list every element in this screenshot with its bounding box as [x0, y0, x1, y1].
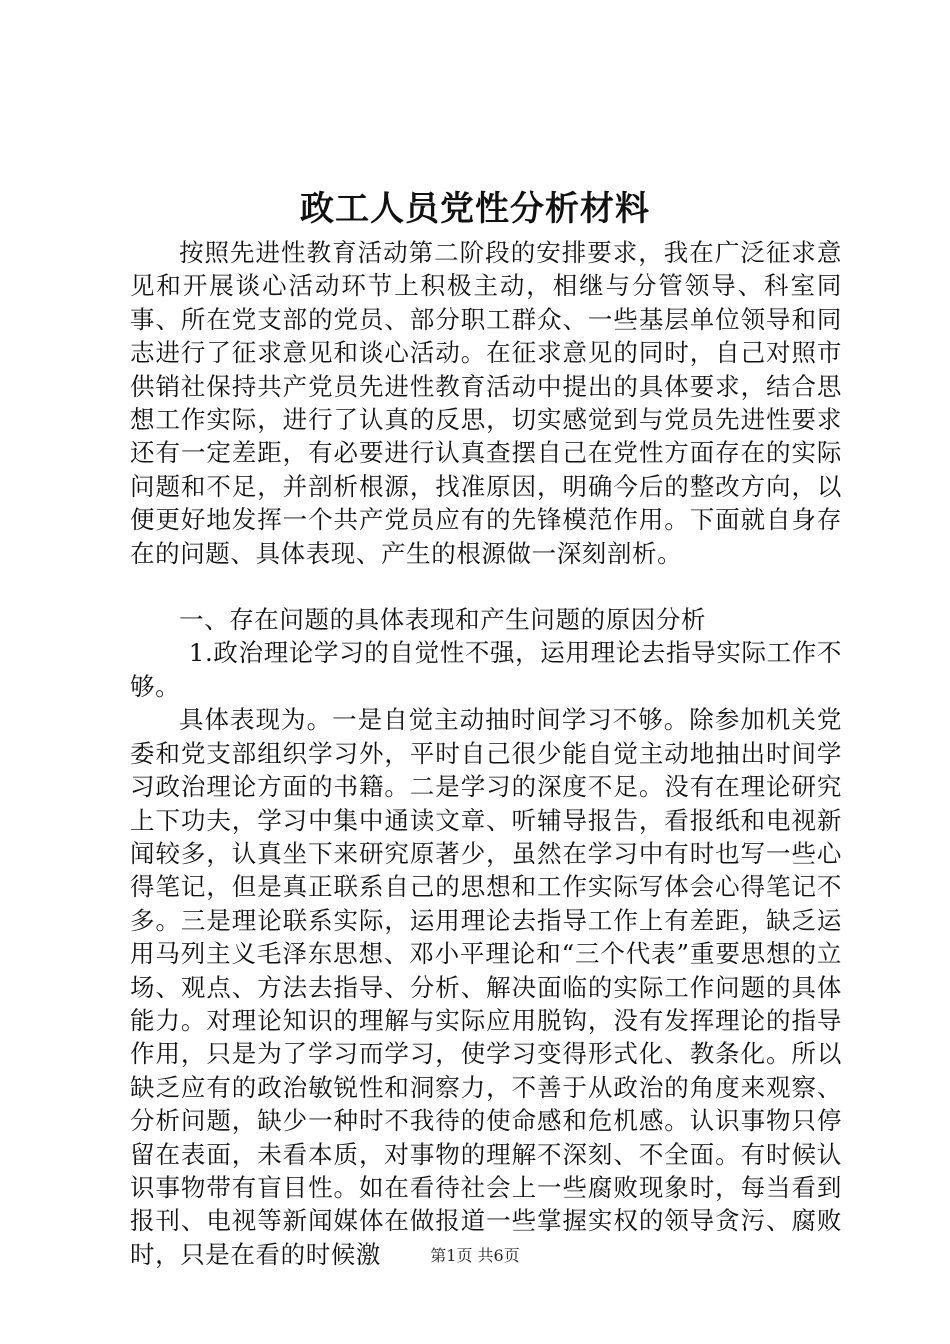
detail-1-paragraph: 具体表现为。一是自觉主动抽时间学习不够。除参加机关党委和党支部组织学习外，平时自己很少能自觉主动地抽出时间学习政治理论方面的书籍。二是学习的深度不足。没有在理论研究上下功夫，学习中集中通读文章、听辅导报告，看报纸和电视新闻较多，认真坐下来研究原著少，虽然在学习中有时也写一些心得笔记，但是真正联系自己的思想和工作实际写体会心得笔记不多。三是理论联系实际，运用理论去指导工作上有差距，缺乏运用马列主义毛泽东思想、邓小平理论和“三个代表”重要思想的立场、观点、方法去指导、分析、解决面临的实际工作问题的具体能力。对理论知识的理解与实际应用脱钩，没有发挥理论的指导作用，只是为了学习而学习，使学习变得形式化、教条化。所以缺乏应有的政治敏锐性和洞察力，不善于从政治的角度来观察、分析问题，缺少一种时不我待的使命感和危机感。认识事物只停留在表面，未看本质，对事物的理解不深刻、不全面。有时候认识事物带有盲目性。如在看待社会上一些腐败现象时，每当看到报刊、电视等新闻媒体在做报道一些掌握实权的领导贪污、腐败时，只是在看的时候激 [130, 705, 842, 1269]
document-body [130, 236, 842, 1271]
document-title: 政工人员党性分析材料 [300, 189, 650, 229]
item-1-paragraph: 1.政治理论学习的自觉性不强，运用理论去指导实际工作不够。 [130, 638, 842, 701]
section-heading: 一、存在问题的具体表现和产生问题的原因分析 [179, 605, 707, 635]
page-footer: 第1页 共6页 [430, 1246, 520, 1265]
intro-paragraph: 按照先进性教育活动第二阶段的安排要求，我在广泛征求意见和开展谈心活动环节上积极主动，相继与分管领导、科室同事、所在党支部的党员、部分职工群众、一些基层单位领导和同志进行了征求意见和谈心活动。在征求意见的同时，自己对照市供销社保持共产党员先进性教育活动中提出的具体要求，结合思想工作实际，进行了认真的反思，切实感觉到与党员先进性要求还有一定差距，有必要进行认真查摆自己在党性方面存在的实际问题和不足，并剖析根源，找准原因，明确今后的整改方向，以便更好地发挥一个共产党员应有的先锋模范作用。下面就自身存在的问题、具体表现、产生的根源做一深刻剖析。 [130, 238, 842, 568]
